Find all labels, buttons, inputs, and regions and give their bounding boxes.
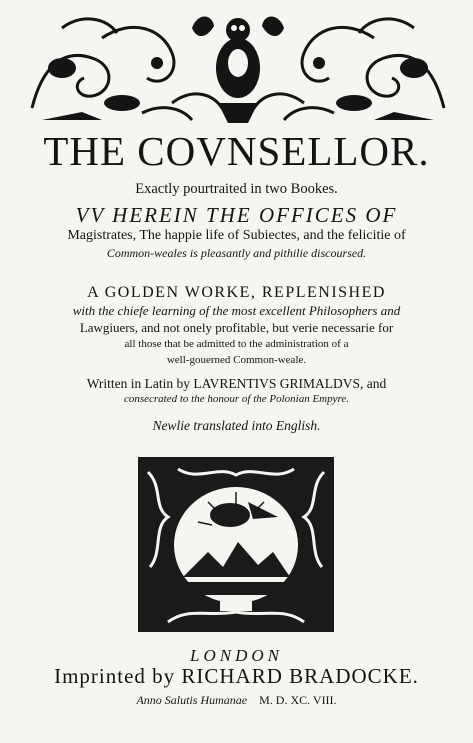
- wherein-heading: VV HEREIN THE OFFICES OF: [75, 203, 398, 227]
- year-roman: M. D. XC. VIII.: [259, 693, 337, 707]
- imprint-printer: Imprinted by RICHARD BRADOCKE.: [54, 664, 419, 688]
- golden-line-4: well-gouerned Common-weale.: [166, 354, 307, 366]
- imprint-place: LONDON: [190, 646, 283, 665]
- translation-note: Newlie translated into English.: [152, 418, 321, 433]
- book-title: THE COVNSELLOR.: [43, 128, 430, 174]
- imprint-date: [0, 692, 473, 708]
- golden-line-3: all those that be admitted to the administration of a: [124, 338, 349, 350]
- dedication-line: consecrated to the honour of the Polonian Empyre.: [123, 393, 350, 405]
- wherein-line-1: Magistrates, The happie life of Subiectes, and the felicitie of: [67, 228, 406, 243]
- author-line: Written in Latin by LAVRENTIVS GRIMALDVS, and: [86, 376, 387, 391]
- golden-line-1: with the chiefe learning of the most excellent Philosophers and: [72, 303, 401, 318]
- wherein-line-2: Common-weales is pleasantly and pithilie discoursed.: [106, 246, 367, 260]
- headpiece-ornament: [22, 8, 454, 126]
- anno-label: Anno Salutis Humanae: [136, 693, 248, 707]
- golden-heading: A GOLDEN WORKE, REPLENISHED: [87, 284, 386, 301]
- printers-device: [138, 457, 334, 632]
- golden-line-2: Lawgiuers, and not onely profitable, but verie necessarie for: [79, 320, 394, 335]
- book-subtitle: Exactly pourtraited in two Bookes.: [135, 181, 338, 197]
